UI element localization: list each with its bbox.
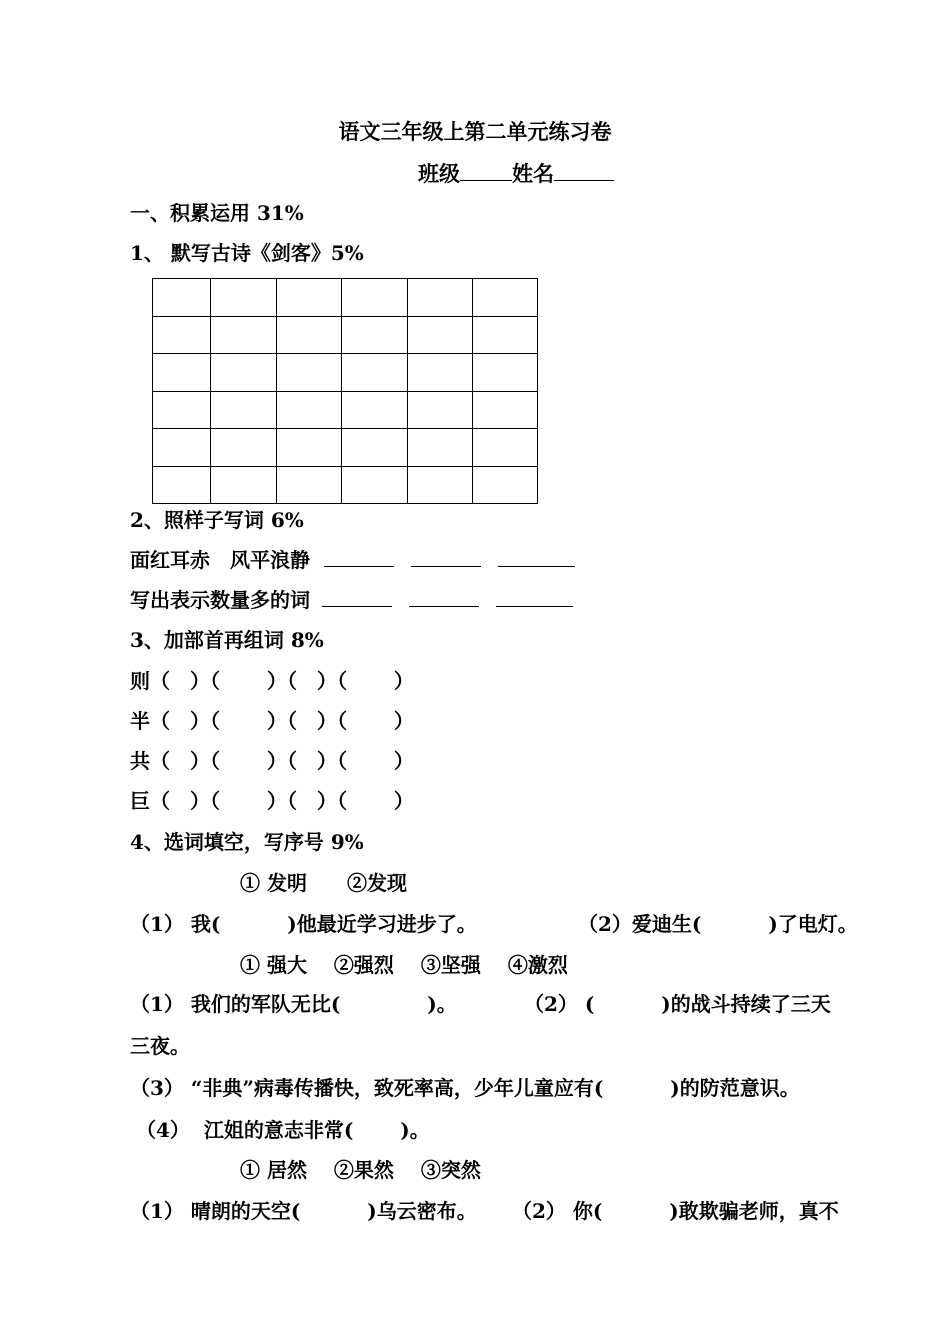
answer-blank bbox=[322, 588, 392, 607]
sentence-1a: （1） 我( )他最近学习进步了。 bbox=[130, 912, 477, 936]
radical-char: 共 bbox=[130, 749, 150, 773]
sentence-1b: （2）爱迪生( )了电灯。 bbox=[578, 912, 858, 936]
radical-row: 半（ ）（ ）（ ）（ ） bbox=[130, 709, 414, 733]
page-title: 语文三年级上第二单元练习卷 bbox=[338, 119, 612, 144]
question-1-heading: 1、 默写古诗《剑客》5% bbox=[130, 241, 364, 265]
sentence-2b: （2） ( )的战斗持续了三天 bbox=[524, 992, 831, 1016]
word-options-3: ① 居然 ②果然 ③突然 bbox=[240, 1158, 481, 1182]
sentence-4: （4） 江姐的意志非常( )。 bbox=[136, 1118, 430, 1142]
radical-row: 则（ ）（ ）（ ）（ ） bbox=[130, 669, 414, 693]
quantity-words-prompt: 写出表示数量多的词 bbox=[130, 588, 310, 612]
sentence-5b: （2） 你( )敢欺骗老师，真不 bbox=[512, 1199, 839, 1223]
radical-row: 巨（ ）（ ）（ ）（ ） bbox=[130, 789, 414, 813]
word-options-2: ① 强大 ②强烈 ③坚强 ④激烈 bbox=[240, 953, 568, 977]
question-2-line-1 bbox=[130, 547, 575, 573]
radical-row: 共（ ）（ ）（ ）（ ） bbox=[130, 749, 414, 773]
sentence-2b-continued: 三夜。 bbox=[130, 1034, 190, 1058]
answer-blank bbox=[498, 548, 575, 567]
sentence-3: （3） “非典”病毒传播快，致死率高，少年儿童应有( )的防范意识。 bbox=[130, 1076, 800, 1100]
poem-writing-grid bbox=[152, 278, 538, 504]
class-label: 班级 bbox=[418, 161, 460, 186]
section-heading: 一、积累运用 31% bbox=[130, 201, 304, 225]
answer-blank bbox=[409, 588, 479, 607]
radical-char: 则 bbox=[130, 669, 150, 693]
answer-blank bbox=[411, 548, 481, 567]
radical-char: 巨 bbox=[130, 789, 150, 813]
name-blank bbox=[554, 162, 614, 181]
question-3-heading: 3、加部首再组词 8% bbox=[130, 628, 324, 652]
radical-char: 半 bbox=[130, 709, 150, 733]
sentence-5a: （1） 晴朗的天空( )乌云密布。 bbox=[130, 1199, 477, 1223]
question-4-heading: 4、选词填空，写序号 9% bbox=[130, 830, 364, 854]
class-blank bbox=[460, 162, 512, 181]
name-label: 姓名 bbox=[512, 161, 554, 186]
word-options-1: ① 发明 ②发现 bbox=[240, 871, 407, 895]
answer-blank bbox=[496, 588, 573, 607]
question-2-line-2 bbox=[130, 587, 573, 613]
class-name-line bbox=[418, 158, 614, 188]
question-2-heading: 2、照样子写词 6% bbox=[130, 508, 304, 532]
example-words: 面红耳赤 风平浪静 bbox=[130, 548, 310, 572]
sentence-2a: （1） 我们的军队无比( )。 bbox=[130, 992, 457, 1016]
answer-blank bbox=[324, 548, 394, 567]
